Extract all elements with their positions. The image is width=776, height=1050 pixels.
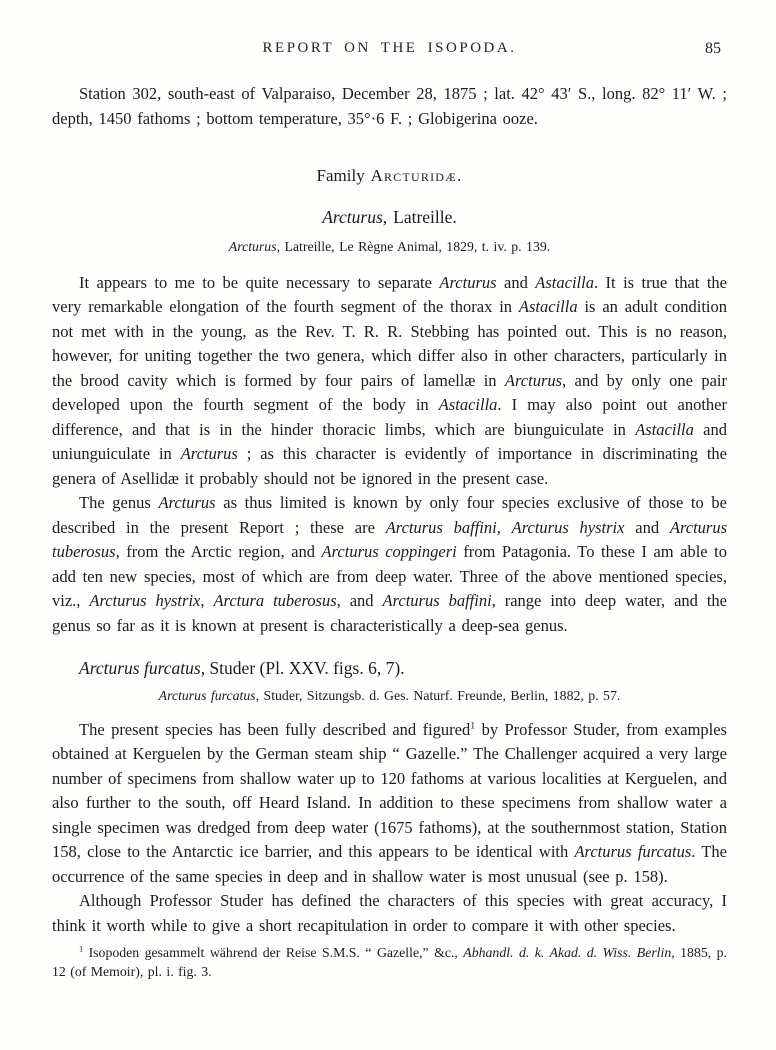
family-heading: Family Arcturidæ.: [316, 166, 463, 185]
footnote: $^1$ Isopoden gesammelt während der Reise S.M.S. “ Gazelle,” &c., Abhandl. d. k. Akad. d. Wiss. Berlin, 1885, p. 12 (of Memoir), pl. i. fig. 3.: [52, 944, 727, 979]
paragraph-separation-of-genera: It appears to me to be quite necessary to separate Arcturus and Astacilla. It is true that the very remarkable elongation of the fourth segment of the thorax in Astacilla is an adult condition not met with in the young, as the Rev. T. R. R. Stebbing has pointed out. This is no reason, however, for uniting together the two genera, which differ also in other characters, particularly in the brood cavity which is formed by four pairs of lamellæ in Arcturus, and by only one pair developed upon the fourth segment of the body in Astacilla. I may also point out another difference, and that is in the hinder thoracic limbs, which are biunguiculate in Astacilla and uniunguiculate in Arcturus ; as this character is evidently of importance in discriminating the genera of Asellidæ it probably should not be ignored in the present case.: [52, 272, 728, 488]
paragraph-genus-species: The genus Arcturus as thus limited is known by only four species exclusive of those to be described in the present Report ; these are Arcturus baffini, Arcturus hystrix and Arcturus tuberosus, from the Arctic region, and Arcturus coppingeri from Patagonia. To these I am able to add ten new species, most of which are from deep water. Three of the above mentioned species, viz., Arcturus hystrix, Arctura tuberosus, and Arcturus baffini, range into deep water, and the genus so far as it is known at present is characteristically a deep-sea genus.: [52, 493, 728, 635]
paragraph-species-description: The present species has been fully described and figured$^1$ by Professor Studer, from examples obtained at Kerguelen by the German steam ship “ Gazelle.” The Challenger acquired a very large number of specimens from shallow water up to 120 fathoms at various localities at Kerguelen, and also further to the south, off Heard Island. In addition to these specimens from shallow water a single specimen was dredged from deep water (1675 fathoms), at the southernmost station, Station 158, close to the Antarctic ice barrier, and this appears to be identical with Arcturus furcatus. The occurrence of the same species in deep and in shallow water is most unusual (see p. 158).: [52, 719, 727, 886]
species-heading: Arcturus furcatus, Studer (Pl. XXV. figs. 6, 7).: [79, 658, 405, 678]
page-header: [52, 40, 727, 57]
station-paragraph: Station 302, south-east of Valparaiso, December 28, 1875 ; lat. 42° 43′ S., long. 82° 11′ W. ; depth, 1450 fathoms ; bottom temperature, 35°·6 F. ; Globigerina ooze.: [52, 84, 727, 128]
genus-citation: Arcturus, Latreille, Le Règne Animal, 1829, t. iv. p. 139.: [228, 239, 551, 254]
species-citation: Arcturus furcatus, Studer, Sitzungsb. d. Ges. Naturf. Freunde, Berlin, 1882, p. 57.: [158, 688, 621, 703]
page-number: 85: [705, 40, 721, 57]
genus-heading: Arcturus, Latreille.: [322, 206, 457, 227]
running-title: REPORT ON THE ISOPODA.: [262, 40, 517, 56]
paragraph-recapitulation: Although Professor Studer has defined the characters of this species with great accuracy, I think it worth while to give a short recapitulation in order to compare it with other species.: [52, 891, 727, 935]
